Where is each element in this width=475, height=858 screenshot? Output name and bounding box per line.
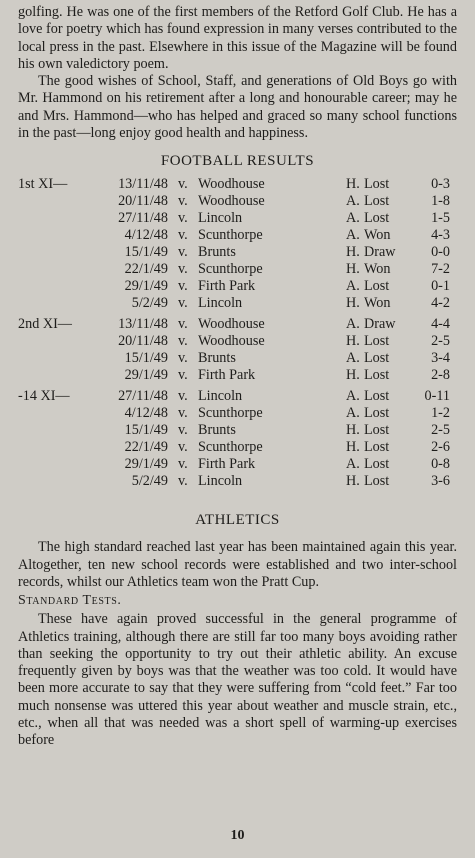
team-label xyxy=(18,261,104,278)
result: Lost xyxy=(364,367,390,384)
results-row xyxy=(18,176,450,193)
results-row xyxy=(18,333,450,350)
team-label: -14 XI— xyxy=(18,388,70,405)
versus-mark: v. xyxy=(178,456,188,473)
venue: H. xyxy=(346,176,360,193)
score: 0-3 xyxy=(431,176,450,193)
venue: H. xyxy=(346,261,360,278)
versus-mark: v. xyxy=(178,422,188,439)
match-date: 20/11/48 xyxy=(118,333,168,350)
venue: H. xyxy=(346,422,360,439)
match-date: 22/1/49 xyxy=(124,439,168,456)
result: Draw xyxy=(364,244,396,261)
results-row xyxy=(18,193,450,210)
match-date: 20/11/48 xyxy=(118,193,168,210)
venue: A. xyxy=(346,316,360,333)
match-date: 27/11/48 xyxy=(118,388,168,405)
score: 2-6 xyxy=(431,439,450,456)
opponent: Lincoln xyxy=(198,388,243,405)
football-results-table xyxy=(18,176,450,490)
results-row xyxy=(18,384,450,405)
score: 1-8 xyxy=(431,193,450,210)
athletics-paragraph-1: The high standard reached last year has been maintained again this year. Altogether, ten new school records were established and two inter-school records, whilst our Athletics team won the Pratt Cup. xyxy=(18,539,457,590)
versus-mark: v. xyxy=(178,227,188,244)
venue: H. xyxy=(346,295,360,312)
venue: A. xyxy=(346,405,360,422)
team-label xyxy=(18,333,104,350)
score: 2-5 xyxy=(431,422,450,439)
opponent: Scunthorpe xyxy=(198,405,263,422)
match-date: 15/1/49 xyxy=(124,244,168,261)
score: 7-2 xyxy=(431,261,450,278)
team-label xyxy=(18,210,104,227)
score: 0-1 xyxy=(431,278,450,295)
versus-mark: v. xyxy=(178,473,188,490)
score: 4-2 xyxy=(431,295,450,312)
opponent: Brunts xyxy=(198,244,236,261)
venue: A. xyxy=(346,456,360,473)
team-label xyxy=(18,350,104,367)
result: Lost xyxy=(364,405,390,422)
results-row xyxy=(18,456,450,473)
versus-mark: v. xyxy=(178,405,188,422)
result: Won xyxy=(364,295,391,312)
versus-mark: v. xyxy=(178,193,188,210)
opponent: Scunthorpe xyxy=(198,439,263,456)
result: Lost xyxy=(364,193,390,210)
opponent: Woodhouse xyxy=(198,316,265,333)
opponent: Brunts xyxy=(198,422,236,439)
results-row xyxy=(18,350,450,367)
versus-mark: v. xyxy=(178,244,188,261)
team-label: 1st XI— xyxy=(18,176,68,193)
result: Lost xyxy=(364,350,390,367)
versus-mark: v. xyxy=(178,210,188,227)
results-row xyxy=(18,261,450,278)
results-row xyxy=(18,439,450,456)
match-date: 22/1/49 xyxy=(124,261,168,278)
opponent: Lincoln xyxy=(198,295,243,312)
match-date: 5/2/49 xyxy=(131,295,168,312)
match-date: 13/11/48 xyxy=(118,176,168,193)
results-row xyxy=(18,312,450,333)
team-label: 2nd XI— xyxy=(18,316,72,333)
opponent: Scunthorpe xyxy=(198,261,263,278)
opponent: Scunthorpe xyxy=(198,227,263,244)
versus-mark: v. xyxy=(178,278,188,295)
venue: A. xyxy=(346,193,360,210)
score: 3-4 xyxy=(431,350,450,367)
team-label xyxy=(18,456,104,473)
match-date: 15/1/49 xyxy=(124,422,168,439)
match-date: 13/11/48 xyxy=(118,316,168,333)
results-row xyxy=(18,244,450,261)
match-date: 29/1/49 xyxy=(124,278,168,295)
results-row xyxy=(18,422,450,439)
score: 1-2 xyxy=(431,405,450,422)
venue: A. xyxy=(346,210,360,227)
venue: H. xyxy=(346,473,360,490)
team-label xyxy=(18,439,104,456)
result: Lost xyxy=(364,456,390,473)
venue: H. xyxy=(346,367,360,384)
versus-mark: v. xyxy=(178,316,188,333)
intro-paragraph-1: golfing. He was one of the first members of the Retford Golf Club. He has a love for poetry which has found expression in many verses contributed to the local press in the past. Elsewhere in this issue of the Magazine will be found his own valedictory poem. xyxy=(18,4,457,72)
score: 1-5 xyxy=(431,210,450,227)
score: 0-0 xyxy=(431,244,450,261)
score: 3-6 xyxy=(431,473,450,490)
score: 4-3 xyxy=(431,227,450,244)
athletics-heading: ATHLETICS xyxy=(195,512,280,529)
result: Lost xyxy=(364,278,390,295)
opponent: Woodhouse xyxy=(198,193,265,210)
match-date: 27/11/48 xyxy=(118,210,168,227)
result: Lost xyxy=(364,388,390,405)
match-date: 29/1/49 xyxy=(124,456,168,473)
results-row xyxy=(18,210,450,227)
team-label xyxy=(18,244,104,261)
versus-mark: v. xyxy=(178,367,188,384)
versus-mark: v. xyxy=(178,261,188,278)
result: Lost xyxy=(364,210,390,227)
result: Lost xyxy=(364,473,390,490)
results-row xyxy=(18,295,450,312)
results-row xyxy=(18,278,450,295)
team-label xyxy=(18,278,104,295)
team-label xyxy=(18,227,104,244)
result: Lost xyxy=(364,422,390,439)
result: Won xyxy=(364,227,391,244)
team-label xyxy=(18,473,104,490)
opponent: Woodhouse xyxy=(198,176,265,193)
match-date: 5/2/49 xyxy=(131,473,168,490)
opponent: Firth Park xyxy=(198,278,256,295)
opponent: Woodhouse xyxy=(198,333,265,350)
intro-paragraph-2: The good wishes of School, Staff, and generations of Old Boys go with Mr. Hammond on his retirement after a long and honourable career; may he and Mrs. Hammond—who has helped and graced so many school functions in the past—long enjoy good health and happiness. xyxy=(18,73,457,142)
result: Lost xyxy=(364,176,390,193)
team-label xyxy=(18,405,104,422)
result: Won xyxy=(364,261,391,278)
team-label xyxy=(18,295,104,312)
opponent: Firth Park xyxy=(198,456,256,473)
venue: A. xyxy=(346,227,360,244)
venue: A. xyxy=(346,278,360,295)
versus-mark: v. xyxy=(178,295,188,312)
result: Lost xyxy=(364,333,390,350)
results-row xyxy=(18,227,450,244)
score: 2-8 xyxy=(431,367,450,384)
results-row xyxy=(18,473,450,490)
results-row xyxy=(18,405,450,422)
result: Draw xyxy=(364,316,396,333)
versus-mark: v. xyxy=(178,388,188,405)
result: Lost xyxy=(364,439,390,456)
team-label xyxy=(18,193,104,210)
opponent: Brunts xyxy=(198,350,236,367)
football-heading: FOOTBALL RESULTS xyxy=(160,153,315,170)
opponent: Lincoln xyxy=(198,473,243,490)
versus-mark: v. xyxy=(178,176,188,193)
team-label xyxy=(18,422,104,439)
results-row xyxy=(18,367,450,384)
venue: A. xyxy=(346,388,360,405)
opponent: Lincoln xyxy=(198,210,243,227)
team-label xyxy=(18,367,104,384)
venue: H. xyxy=(346,439,360,456)
venue: A. xyxy=(346,350,360,367)
standard-tests-subheading: Standard Tests. xyxy=(18,593,122,609)
opponent: Firth Park xyxy=(198,367,256,384)
score: 2-5 xyxy=(431,333,450,350)
versus-mark: v. xyxy=(178,439,188,456)
versus-mark: v. xyxy=(178,333,188,350)
match-date: 4/12/48 xyxy=(124,227,168,244)
versus-mark: v. xyxy=(178,350,188,367)
venue: H. xyxy=(346,333,360,350)
athletics-paragraph-2: These have again proved successful in the general programme of Athletics training, although there are still far too many boys avoiding rather than seeking the opportunity to try out their athletic ability. An excuse frequently given by boys was that the weather was too cold. It would have been more accurate to say that they were suffering from “cold feet.” Far too much nonsense was uttered this year about weather and muscle strain, etc., etc., when all that was needed was a short spell of warming-up exercises before xyxy=(18,611,457,749)
match-date: 4/12/48 xyxy=(124,405,168,422)
score: 0-11 xyxy=(424,388,450,405)
match-date: 29/1/49 xyxy=(124,367,168,384)
score: 0-8 xyxy=(431,456,450,473)
score: 4-4 xyxy=(431,316,450,333)
page-number: 10 xyxy=(230,828,245,843)
match-date: 15/1/49 xyxy=(124,350,168,367)
venue: H. xyxy=(346,244,360,261)
